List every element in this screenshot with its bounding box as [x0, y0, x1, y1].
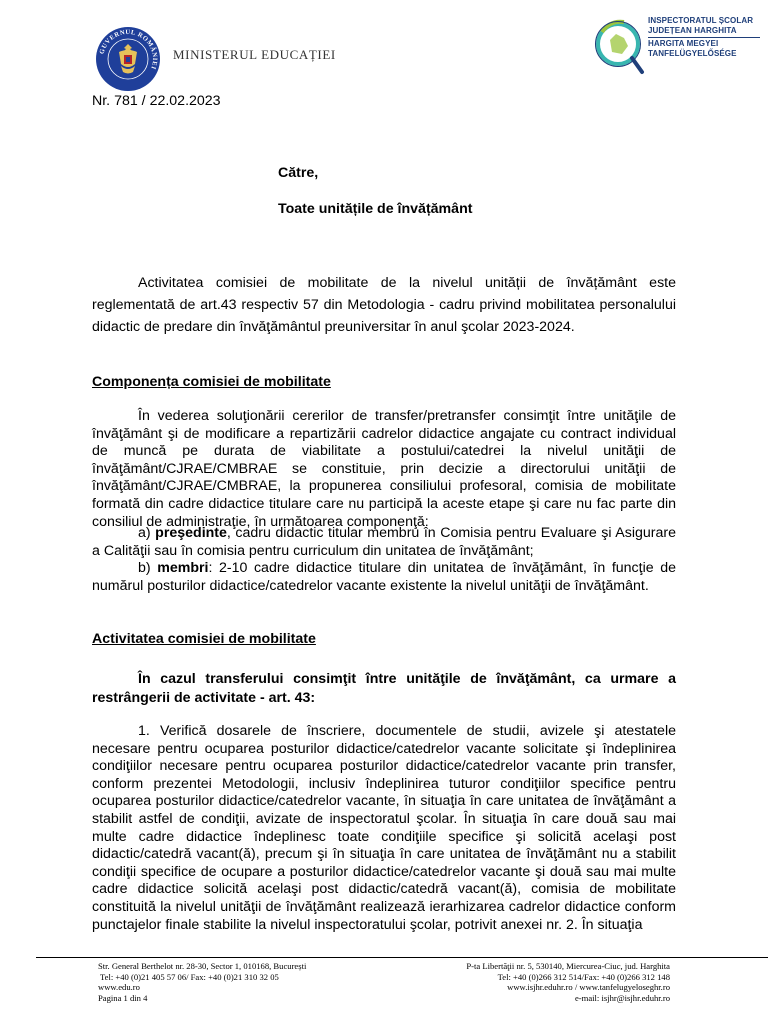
section-title-activity: Activitatea comisiei de mobilitate — [92, 631, 316, 647]
section-subtitle-transfer: În cazul transferului consimţit între unităţile de învăţământ, ca urmare a restrângerii de activitate - art. 43: — [92, 671, 676, 706]
government-seal-icon — [95, 26, 161, 92]
isj-name-line: HARGITA MEGYEI — [648, 39, 719, 48]
registration-number: Nr. 781 / 22.02.2023 — [92, 93, 221, 109]
inspectorate-logo-icon — [590, 10, 650, 88]
seal-text: GUVERNUL ROMÂNIEI — [98, 28, 159, 71]
footer-left — [98, 961, 306, 1003]
item-role: membri — [157, 560, 209, 576]
item-marker: a) — [138, 525, 151, 541]
footer-website: www.isjhr.eduhr.ro / www.tanfelugyeloseghr.ro — [507, 982, 670, 993]
isj-name-line: TANFELÜGYELŐSÉGE — [648, 49, 737, 58]
list-item-president — [92, 525, 676, 560]
item-role: preşedinte — [155, 525, 227, 541]
item-text: : 2-10 cadre didactice titulare din unitatea de învăţământ, în funcţie de numărul posturilor didactice/catedrelor vacante existente la nivelul unităţii de învăţământ. — [92, 560, 676, 594]
item-text: , cadru didactic titular membru în Comisia pentru Evaluare şi Asigurare a Calităţii sau în comisia pentru curriculum din unitatea de învăţământ; — [92, 525, 676, 559]
section-title-composition: Componența comisiei de mobilitate — [92, 374, 331, 390]
footer-divider — [36, 957, 768, 958]
item-marker: b) — [138, 560, 151, 576]
list-item-members — [92, 560, 676, 595]
footer-email: e-mail: isjhr@isjhr.eduhr.ro — [574, 992, 670, 1003]
footer-website: www.edu.ro — [98, 982, 140, 993]
isj-name-line: JUDEȚEAN HARGHITA — [648, 26, 737, 35]
inspectorate-name — [648, 16, 760, 59]
addressee: Toate unitățile de învățământ — [278, 201, 473, 217]
footer-address: P-ta Libertăţii nr. 5, 530140, Miercurea-Ciuc, jud. Harghita — [466, 961, 670, 971]
footer-phone: Tel: +40 (0)266 312 514/Fax: +40 (0)266 312 148 — [497, 971, 670, 982]
point-1-paragraph: 1. Verifică dosarele de înscriere, documentele de studii, avizele şi atestatele necesare pentru ocuparea posturilor didactice/catedrelor vacante solicitate şi îndeplinirea condiţiilor necesare pentru ocuparea posturilor didactice/catedrelor vacante prin transfer, conform prezentei Metodologii, inclusiv îndeplinirea tuturor condiţiilor specifice pentru ocuparea posturilor didactice/catedrelor vacante, în situaţia în care unitatea de învăţământ a stabilit astfel de condiţii, avizate de inspectoratul şcolar. În situaţia în care două sau mai multe cadre didactice îndeplinesc toate condiţiile specifice şi solicită acelaşi post didactic/catedră vacant(ă), precum şi în situaţia în care unitatea de învăţământ nu a stabilit condiţii specifice de ocupare a posturilor didactice/catedrelor vacante şi două sau mai multe cadre didactice solicită acelaşi post didactic/catedră vacant(ă), comisia de mobilitate constituită la nivelul unităţii de învăţământ realizează ierarhizarea cadrelor didactice conform punctajelor finale stabilite la nivelul inspectoratului şcolar, potrivit anexei nr. 2. În situaţia — [92, 723, 676, 933]
intro-paragraph: Activitatea comisiei de mobilitate de la nivelul unității de învățământ este reglementată de art.43 respectiv 57 din Metodologia - cadru privind mobilitatea personalului didactic de predare din învăţământul preuniversitar în anul şcolar 2023-2024. — [92, 275, 676, 335]
salutation: Către, — [278, 165, 319, 181]
footer-phone: Tel: +40 (0)21 405 57 06/ Fax: +40 (0)21 310 32 05 — [100, 971, 279, 982]
isj-divider — [648, 37, 760, 38]
page-number: Pagina 1 din 4 — [98, 992, 148, 1003]
isj-name-line: INSPECTORATUL ȘCOLAR — [648, 16, 754, 25]
ministry-name: MINISTERUL EDUCAȚIEI — [173, 47, 336, 62]
composition-paragraph: În vederea soluţionării cererilor de transfer/pretransfer consimţit între unităţile de învăţământ şi de modificare a repartizării cadrelor didactice angajate cu contract individual de muncă pe durata de viabilitate a postului/catedrei la nivelul unităţii de învăţământ/CJRAE/CMBRAE se constituie, prin decizie a directorului unităţii de învăţământ/CJRAE/CMBRAE, la propunerea consiliului profesoral, comisia de mobilitate formată din cadre didactice titulare care nu participă la aceste etape şi care nu fac parte din consiliul de administraţie, în următoarea componenţă: — [92, 408, 676, 530]
footer-right — [466, 961, 670, 1003]
footer-address: Str. General Berthelot nr. 28-30, Sector 1, 010168, București — [98, 961, 307, 971]
